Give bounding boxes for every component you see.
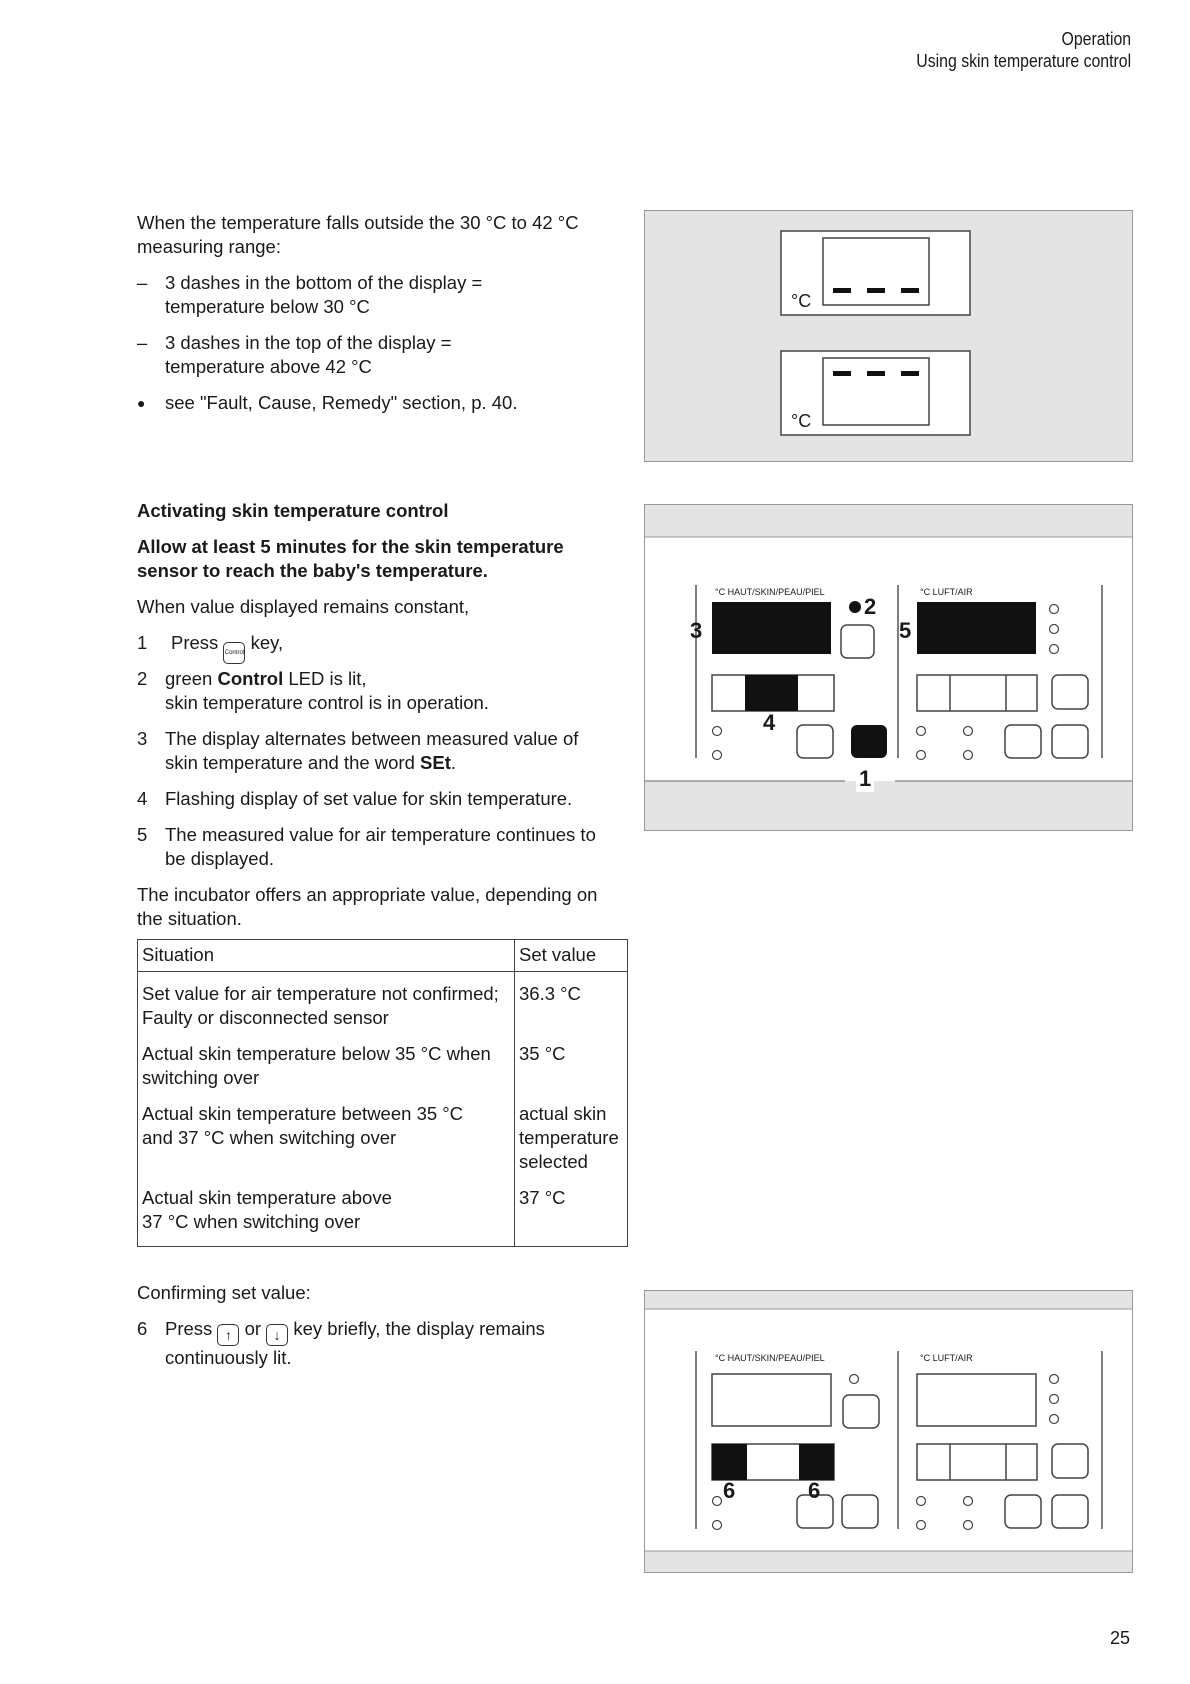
table-row — [138, 1174, 628, 1247]
step-item — [137, 1317, 627, 1370]
step-text: key, — [250, 632, 284, 653]
step-text: LED is lit, — [288, 668, 367, 689]
cell-line: and 37 °C when switching over — [142, 1127, 397, 1148]
callout-number: 3 — [690, 618, 703, 643]
table-row — [138, 1090, 628, 1174]
step-item — [137, 727, 627, 775]
figure-control-panel-activate — [644, 504, 1133, 831]
cell-line: selected — [519, 1151, 588, 1172]
cell-line: actual skin — [519, 1103, 607, 1124]
offers-line: The incubator offers an appropriate value, depending on — [137, 884, 598, 905]
figure-dashes-drawing — [645, 211, 1132, 461]
step-text: be displayed. — [165, 848, 275, 869]
step-number: 3 — [137, 728, 148, 749]
cell-line: 37 °C when switching over — [142, 1211, 361, 1232]
list-dash: – — [137, 332, 148, 353]
when-text: When value displayed remains constant, — [137, 596, 470, 617]
list-item — [137, 391, 627, 415]
list-dash: – — [137, 272, 148, 293]
range-intro: When the temperature falls outside the 30 °C to 42 °C measuring range: — [137, 212, 579, 257]
step-text: . — [450, 752, 457, 773]
step-number: 2 — [137, 668, 148, 689]
step-text: The measured value for air temperature continues to — [165, 824, 596, 845]
cell-line: Actual skin temperature above — [142, 1187, 392, 1208]
cell-line: switching over — [142, 1067, 260, 1088]
control-key-icon: Control — [223, 642, 245, 664]
cell-line: Set value for air temperature not confirmed; — [142, 983, 499, 1004]
figure-dashes-displays — [644, 210, 1133, 462]
step-text: Press — [165, 1318, 213, 1339]
list-item-text: 3 dashes in the bottom of the display = — [165, 272, 483, 293]
list-item-text: temperature above 42 °C — [165, 356, 372, 377]
control-panel-drawing — [645, 505, 1132, 830]
header-section: Using skin temperature control — [916, 51, 1131, 71]
down-arrow-key-icon: ↓ — [266, 1324, 288, 1346]
table-row — [138, 1030, 628, 1090]
callout-number: 4 — [763, 710, 776, 735]
step-text: continuously lit. — [165, 1347, 292, 1368]
step-text-bold: SEt — [420, 752, 451, 773]
step-number: 5 — [137, 824, 148, 845]
step-item — [137, 787, 627, 811]
confirm-intro: Confirming set value: — [137, 1282, 311, 1303]
set-value-table — [137, 939, 628, 1247]
up-arrow-key-icon: ↑ — [217, 1324, 239, 1346]
cell-line: 35 °C — [519, 1043, 566, 1064]
step-number: 6 — [137, 1318, 148, 1339]
cell-line: 37 °C — [519, 1187, 566, 1208]
step-text: key briefly, the display remains — [293, 1318, 545, 1339]
step-text-bold: Control — [217, 668, 284, 689]
step-text: skin temperature control is in operation. — [165, 692, 489, 713]
cell-line: 36.3 °C — [519, 983, 581, 1004]
list-item-text: see "Fault, Cause, Remedy" section, p. 40. — [165, 392, 518, 413]
step-text: Press — [171, 632, 219, 653]
callout-number: 6 — [723, 1478, 736, 1503]
cell-line: Actual skin temperature between 35 °C — [142, 1103, 464, 1124]
list-item-text: 3 dashes in the top of the display = — [165, 332, 452, 353]
step-item — [137, 667, 627, 715]
callout-number: 2 — [864, 594, 877, 619]
step-item — [137, 823, 627, 871]
cell-line: temperature — [519, 1127, 619, 1148]
table-header: Set value — [515, 940, 628, 972]
step-text: or — [244, 1318, 262, 1339]
page-number: 25 — [1109, 1628, 1130, 1648]
step-text: green — [165, 668, 213, 689]
important-note — [137, 535, 617, 583]
bullet-icon: ● — [137, 395, 146, 411]
step-text: The display alternates between measured value of — [165, 728, 579, 749]
cell-line: Actual skin temperature below 35 °C when — [142, 1043, 491, 1064]
callout-number: 1 — [856, 766, 874, 792]
note-line: Allow at least 5 minutes for the skin temperature — [137, 536, 564, 557]
step-number: 4 — [137, 788, 148, 809]
step-item — [137, 631, 627, 664]
figure-control-panel-confirm — [644, 1290, 1133, 1573]
note-line: sensor to reach the baby's temperature. — [137, 560, 488, 581]
callout-number: 6 — [808, 1478, 821, 1503]
list-item — [137, 271, 627, 319]
section-heading: Activating skin temperature control — [137, 500, 449, 521]
air-display-label: °C LUFT/AIR — [920, 1353, 973, 1363]
step-text: Flashing display of set value for skin temperature. — [165, 788, 573, 809]
header-chapter: Operation — [1061, 29, 1131, 49]
control-panel-confirm-drawing — [645, 1291, 1132, 1572]
offers-text — [137, 883, 627, 931]
list-item-text: temperature below 30 °C — [165, 296, 370, 317]
skin-display-label: °C HAUT/SKIN/PEAU/PIEL — [715, 587, 825, 597]
offers-line: the situation. — [137, 908, 242, 929]
unit-label: °C — [791, 291, 812, 311]
list-item — [137, 331, 627, 379]
step-text: skin temperature and the word — [165, 752, 415, 773]
running-header — [916, 28, 1131, 72]
unit-label: °C — [791, 411, 812, 431]
cell-line: Faulty or disconnected sensor — [142, 1007, 389, 1028]
skin-display-label: °C HAUT/SKIN/PEAU/PIEL — [715, 1353, 825, 1363]
air-display-label: °C LUFT/AIR — [920, 587, 973, 597]
callout-number: 5 — [899, 618, 912, 643]
table-header: Situation — [138, 940, 515, 972]
step-number: 1 — [137, 632, 148, 653]
table-row — [138, 972, 628, 1031]
